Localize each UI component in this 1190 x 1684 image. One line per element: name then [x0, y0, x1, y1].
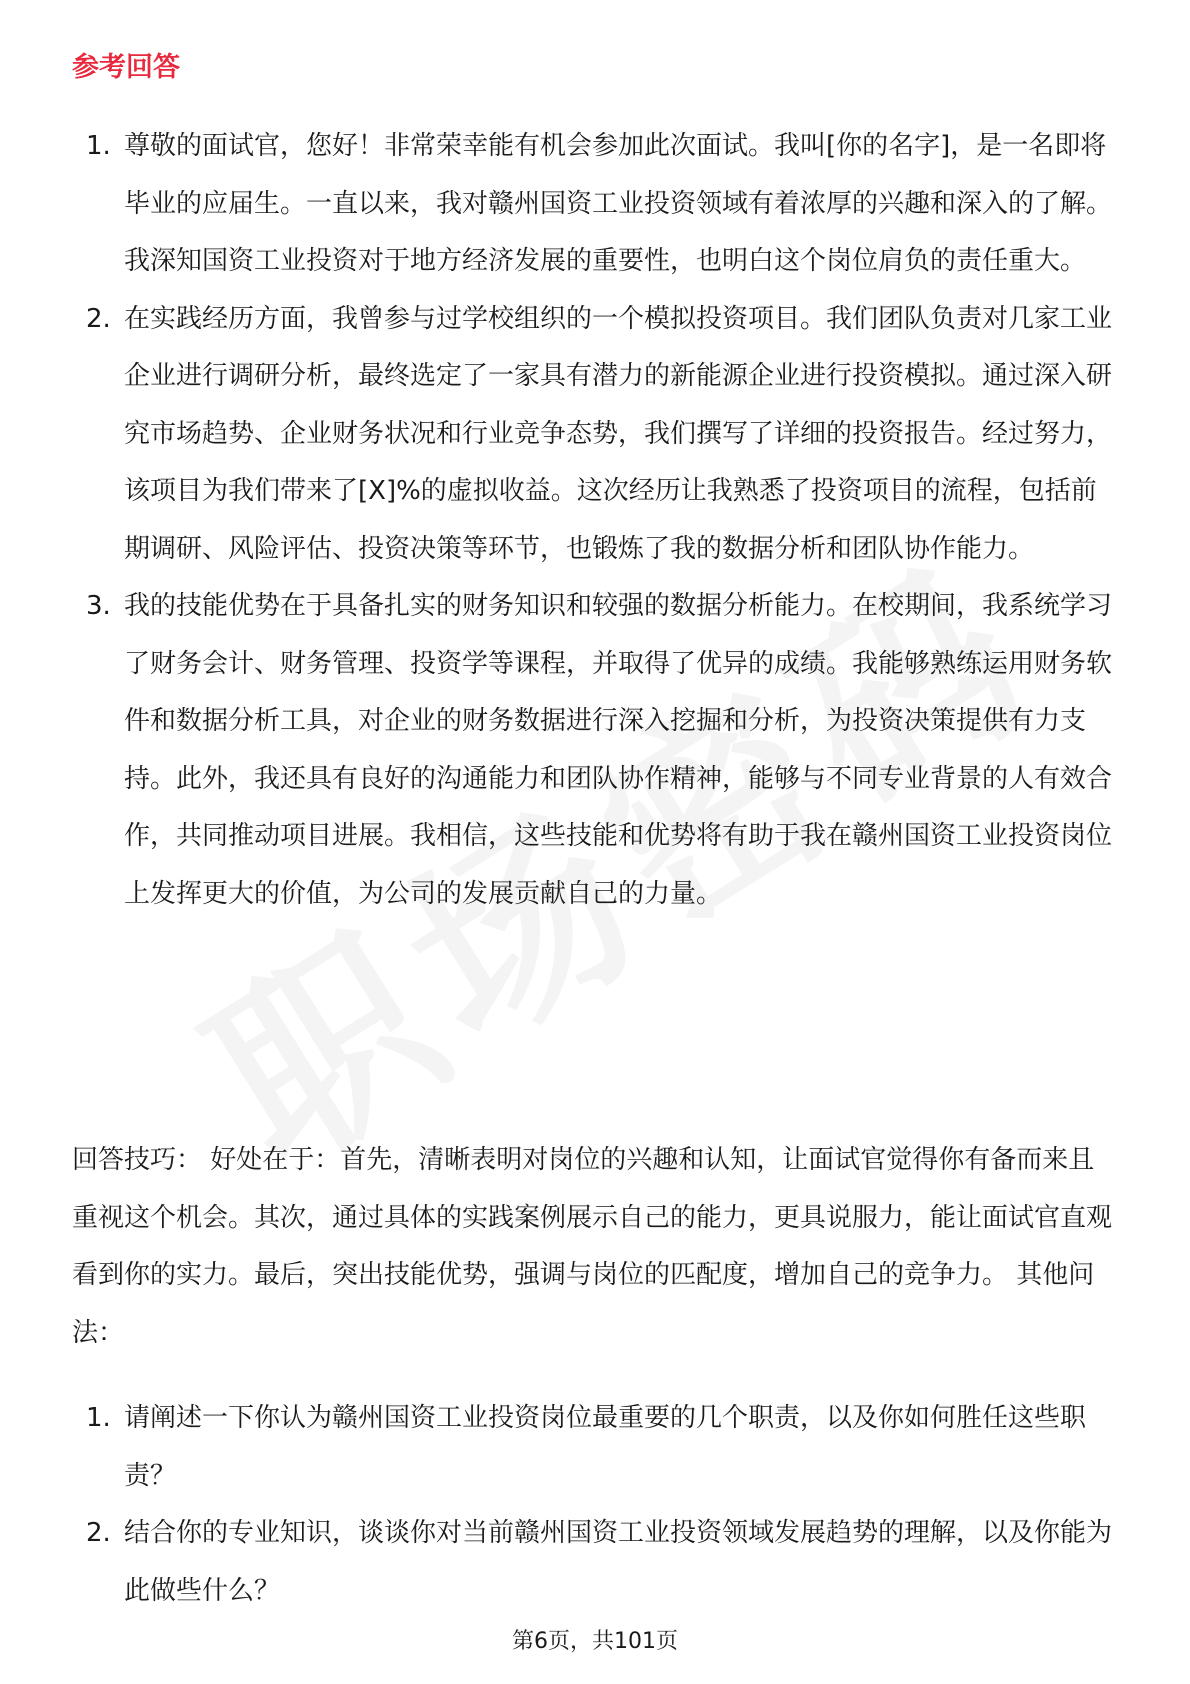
list-item: [72, 1505, 1118, 1620]
list-item: [72, 291, 1118, 579]
answer-list: [72, 118, 1118, 923]
list-item-text: 尊敬的面试官，您好！非常荣幸能有机会参加此次面试。我叫[你的名字]，是一名即将毕业的应届生。一直以来，我对赣州国资工业投资领域有着浓厚的兴趣和深入的了解。我深知国资工业投资对于地方经济发展的重要性，也明白这个岗位肩负的责任重大。: [124, 131, 1113, 276]
list-item-text: 在实践经历方面，我曾参与过学校组织的一个模拟投资项目。我们团队负责对几家工业企业进行调研分析，最终选定了一家具有潜力的新能源企业进行投资模拟。通过深入研究市场趋势、企业财务状况和行业竞争态势，我们撰写了详细的投资报告。经过努力，该项目为我们带来了[X]%的虚拟收益。这次经历让我熟悉了投资项目的流程，包括前期调研、风险评估、投资决策等环节，也锻炼了我的数据分析和团队协作能力。: [124, 303, 1113, 564]
list-item-text: 请阐述一下你认为赣州国资工业投资岗位最重要的几个职责，以及你如何胜任这些职责？: [124, 1403, 1087, 1491]
list-item: [72, 1390, 1118, 1505]
list-item-number: 1.: [86, 1403, 111, 1433]
other-questions-list: [72, 1390, 1118, 1620]
list-item: [72, 118, 1118, 291]
page-number-footer: 第6页，共101页: [512, 1629, 678, 1654]
list-item-number: 1.: [86, 131, 111, 161]
list-item-text: 我的技能优势在于具备扎实的财务知识和较强的数据分析能力。在校期间，我系统学习了财务会计、财务管理、投资学等课程，并取得了优异的成绩。我能够熟练运用财务软件和数据分析工具，对企业的财务数据进行深入挖掘和分析，为投资决策提供有力支持。此外，我还具有良好的沟通能力和团队协作精神，能够与不同专业背景的人有效合作，共同推动项目进展。我相信，这些技能和优势将有助于我在赣州国资工业投资岗位上发挥更大的价值，为公司的发展贡献自己的力量。: [124, 591, 1113, 909]
list-item-number: 3.: [86, 591, 111, 621]
list-item-text: 结合你的专业知识，谈谈你对当前赣州国资工业投资领域发展趋势的理解，以及你能为此做些什么？: [124, 1518, 1113, 1606]
list-item-number: 2.: [86, 303, 111, 334]
list-item: [72, 578, 1118, 923]
list-item-number: 2.: [86, 1518, 111, 1548]
section-title: 参考回答: [72, 52, 180, 83]
answer-tips-paragraph: 回答技巧： 好处在于：首先，清晰表明对岗位的兴趣和认知，让面试官觉得你有备而来且重视这个机会。其次，通过具体的实践案例展示自己的能力，更具说服力，能让面试官直观看到你的实力。最后，突出技能优势，强调与岗位的匹配度，增加自己的竞争力。 其他问法：: [72, 1145, 1113, 1348]
